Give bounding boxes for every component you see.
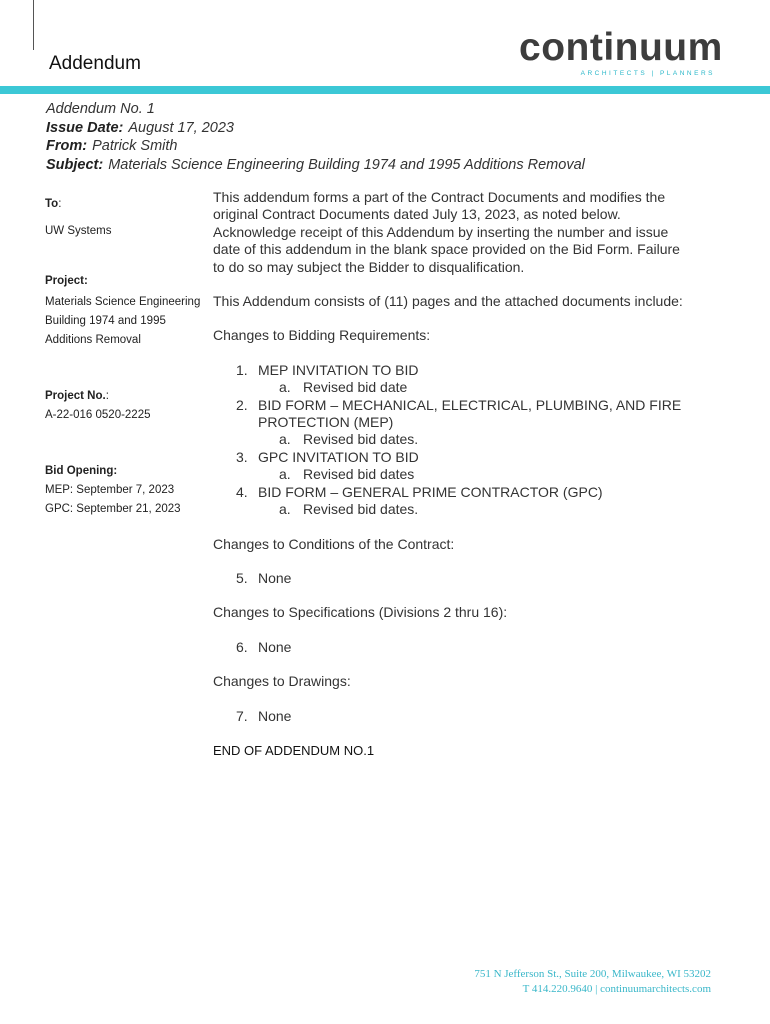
sub-item-letter: a.	[279, 501, 291, 518]
item-number: 2.	[236, 396, 248, 413]
bid-opening-label: Bid Opening:	[45, 465, 118, 477]
header-accent-bar	[0, 86, 770, 94]
list-item	[213, 484, 683, 501]
from-label: From:	[46, 138, 88, 154]
footer-phone-web: T 414.220.9640 | continuumarchitects.com	[522, 983, 711, 995]
bidding-heading: Changes to Bidding Requirements:	[213, 327, 431, 344]
footer-contact	[474, 967, 711, 997]
item-text: None	[258, 569, 292, 586]
item-number: 7.	[236, 707, 248, 724]
sub-list-item	[213, 466, 683, 483]
from-row	[46, 137, 585, 156]
logo-wordmark: continuum	[519, 26, 723, 69]
issue-date-value: August 17, 2023	[128, 119, 234, 136]
item-text: None	[258, 707, 292, 724]
bid-opening-gpc: GPC: September 21, 2023	[45, 503, 181, 515]
sub-list-item	[213, 431, 683, 448]
item-number: 6.	[236, 638, 248, 655]
item-text: BID FORM – MECHANICAL, ELECTRICAL, PLUMBING, AND FIRE PROTECTION (MEP)	[258, 396, 682, 431]
list-item	[213, 708, 683, 725]
sub-list-item	[213, 501, 683, 518]
sub-item-letter: a.	[279, 379, 291, 396]
addendum-number: Addendum No. 1	[46, 101, 155, 117]
item-text: GPC INVITATION TO BID	[258, 448, 419, 465]
end-of-addendum: END OF ADDENDUM NO.1	[213, 742, 375, 758]
item-number: 5.	[236, 569, 248, 586]
conditions-heading: Changes to Conditions of the Contract:	[213, 535, 455, 552]
to-value: UW Systems	[45, 225, 112, 237]
sub-item-text: Revised bid dates.	[303, 431, 419, 448]
intro-paragraph: This addendum forms a part of the Contract Documents and modifies the original Contract Documents dated July 13, 2023, as noted below. Acknowledge receipt of this Addendum by inserting the number and issue date of this addendum in the blank space provided on the Bid Form. Failure to do so may subject the Bidder to disqualification.	[213, 189, 680, 275]
project-no-row	[45, 387, 210, 406]
subject-row	[46, 156, 585, 175]
sub-item-text: Revised bid dates	[303, 466, 415, 483]
footer-address: 751 N Jefferson St., Suite 200, Milwaukee, WI 53202	[474, 968, 711, 980]
margin-rule	[33, 0, 34, 50]
issue-date-row	[46, 119, 585, 138]
drawings-heading: Changes to Drawings:	[213, 673, 351, 690]
subject-label: Subject:	[46, 156, 104, 173]
project-no-colon: :	[105, 390, 109, 402]
project-no-label: Project No.	[45, 390, 106, 402]
consists-paragraph: This Addendum consists of (11) pages and the attached documents include:	[213, 293, 683, 310]
sub-item-letter: a.	[279, 431, 291, 448]
item-text: BID FORM – GENERAL PRIME CONTRACTOR (GPC)	[258, 483, 603, 500]
sub-list-item	[213, 379, 683, 396]
item-text: MEP INVITATION TO BID	[258, 361, 419, 378]
project-line-1: Materials Science Engineering	[45, 296, 201, 308]
item-number: 3.	[236, 448, 248, 465]
to-colon: :	[58, 198, 62, 210]
document-title: Addendum	[49, 53, 141, 74]
bid-opening-mep: MEP: September 7, 2023	[45, 484, 175, 496]
addendum-info	[46, 100, 585, 174]
list-item	[213, 397, 683, 432]
subject-value: Materials Science Engineering Building 1974 and 1995 Additions Removal	[108, 156, 585, 173]
sub-item-text: Revised bid dates.	[303, 501, 419, 518]
project-line-3: Additions Removal	[45, 334, 141, 346]
item-text: None	[258, 638, 292, 655]
list-item	[213, 639, 683, 656]
project-no-value: A-22-016 0520-2225	[45, 409, 151, 421]
item-number: 1.	[236, 361, 248, 378]
logo-tagline: ARCHITECTS | PLANNERS	[580, 70, 715, 77]
project-line-2: Building 1974 and 1995	[45, 315, 166, 327]
to-row	[45, 195, 210, 214]
project-label: Project:	[45, 275, 88, 287]
from-value: Patrick Smith	[92, 138, 178, 154]
to-label: To	[45, 198, 59, 210]
item-number: 4.	[236, 483, 248, 500]
continuum-logo	[519, 26, 723, 77]
list-item	[213, 449, 683, 466]
list-item	[213, 362, 683, 379]
sub-item-letter: a.	[279, 466, 291, 483]
specs-heading: Changes to Specifications (Divisions 2 thru 16):	[213, 604, 508, 621]
sub-item-text: Revised bid date	[303, 379, 408, 396]
project-sidebar	[45, 195, 210, 519]
issue-date-label: Issue Date:	[46, 119, 124, 136]
list-item	[213, 570, 683, 587]
addendum-body	[213, 189, 683, 759]
